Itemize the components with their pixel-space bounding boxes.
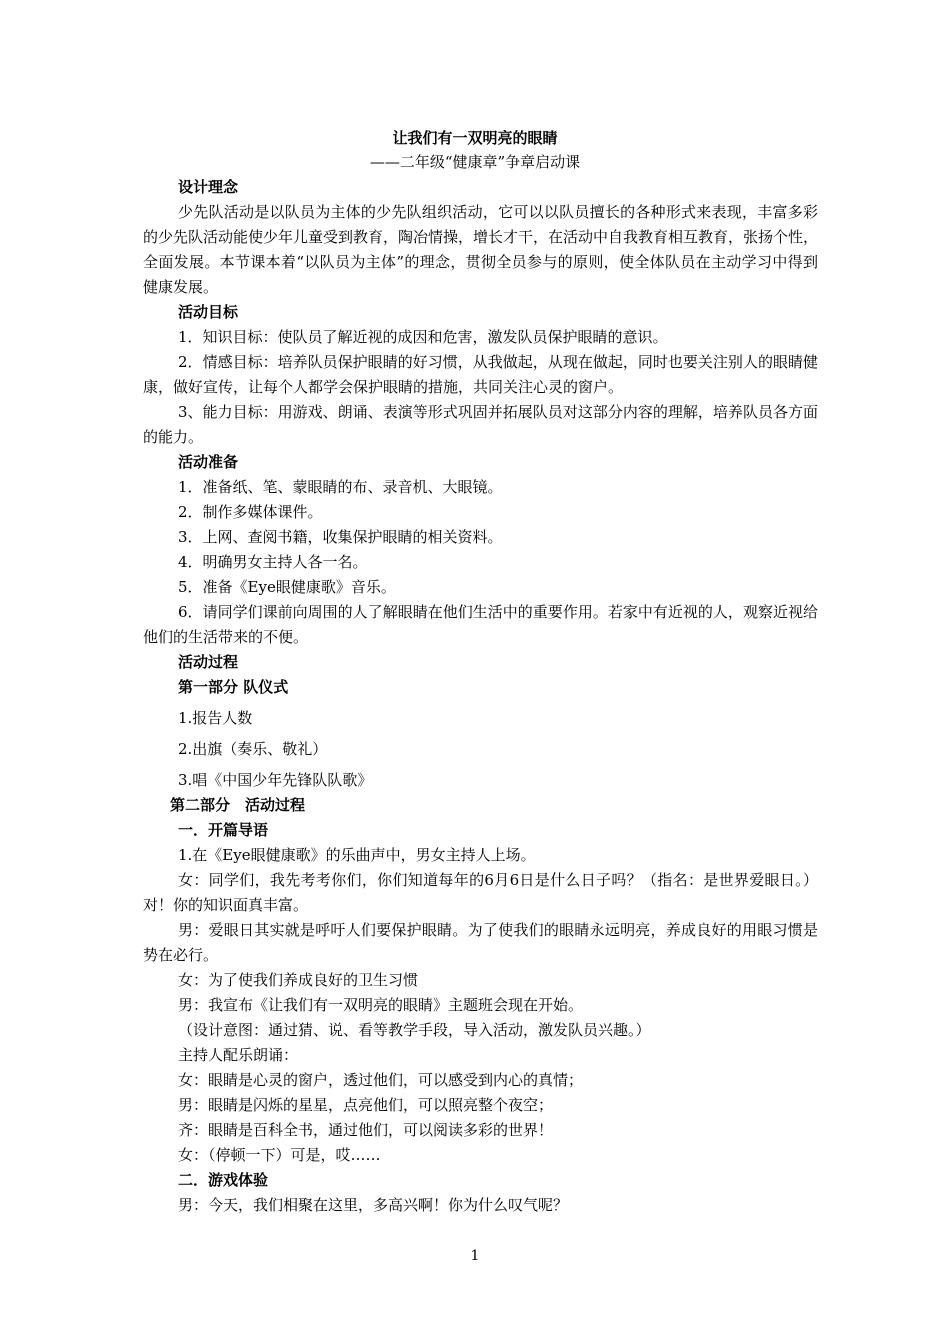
body-paragraph: 男：眼睛是闪烁的星星，点亮他们，可以照亮整个夜空；: [178, 1096, 554, 1114]
section-heading: 一．开篇导语: [178, 821, 269, 839]
body-paragraph: 女：为了使我们养成良好的卫生习惯: [178, 971, 419, 989]
body-paragraph: 2．制作多媒体课件。: [178, 503, 323, 521]
body-paragraph: 3．上网、查阅书籍，收集保护眼睛的相关资料。: [178, 528, 503, 546]
section-heading: 设计理念: [178, 178, 239, 196]
section-heading: 第二部分 活动过程: [170, 796, 306, 814]
body-paragraph: 少先队活动是以队员为主体的少先队组织活动，它可以以队员擅长的各种形式来表现，丰富多彩的少先队活动能使少年儿童受到教育，陶冶情操，增长才干，在活动中自我教育相互教育，张扬个性，全面发展。本节课本着“以队员为主体”的理念，贯彻全员参与的原则，使全体队员在主动学习中得到健康发展。: [143, 203, 819, 296]
body-paragraph: 6．请同学们课前向周围的人了解眼睛在他们生活中的重要作用。若家中有近视的人，观察近视给他们的生活带来的不便。: [143, 603, 818, 646]
body-paragraph: 1．知识目标：使队员了解近视的成因和危害，激发队员保护眼睛的意识。: [178, 328, 668, 346]
list-item: 1.报告人数: [178, 709, 253, 727]
body-paragraph: 主持人配乐朗诵：: [178, 1046, 299, 1064]
section-heading: 活动目标: [178, 303, 239, 321]
body-paragraph: 2．情感目标：培养队员保护眼睛的好习惯，从我做起，从现在做起，同时也要关注别人的眼睛健康，做好宣传，让每个人都学会保护眼睛的措施，共同关注心灵的窗户。: [143, 353, 818, 396]
document-title: 让我们有一双明亮的眼睛: [392, 129, 558, 147]
section-heading: 二．游戏体验: [178, 1171, 269, 1189]
body-paragraph: （设计意图：通过猜、说、看等教学手段，导入活动，激发队员兴趣。）: [178, 1021, 651, 1039]
body-paragraph: 5．准备《Eye眼健康歌》音乐。: [178, 578, 396, 596]
section-heading: 第一部分 队仪式: [178, 678, 289, 696]
body-paragraph: 1．准备纸、笔、蒙眼睛的布、录音机、大眼镜。: [178, 478, 503, 496]
section-heading: 活动准备: [178, 453, 239, 471]
body-paragraph: 男：今天，我们相聚在这里，多高兴啊！你为什么叹气呢？: [178, 1196, 569, 1214]
body-paragraph: 男：我宣布《让我们有一双明亮的眼睛》主题班会现在开始。: [178, 996, 584, 1014]
list-item: 2.出旗（奏乐、敬礼）: [178, 740, 328, 758]
section-heading: 活动过程: [178, 653, 239, 671]
document-body: [143, 175, 818, 1218]
body-paragraph: 男：爱眼日其实就是呼吁人们要保护眼睛。为了使我们的眼睛永远明亮，养成良好的用眼习惯是势在必行。: [143, 921, 818, 964]
body-paragraph: 女：同学们，我先考考你们，你们知道每年的6月6日是什么日子吗？（指名：是世界爱眼日。）对！你的知识面真丰富。: [143, 871, 818, 914]
body-paragraph: 4．明确男女主持人各一名。: [178, 553, 368, 571]
body-paragraph: 3、能力目标：用游戏、朗诵、表演等形式巩固并拓展队员对这部分内容的理解，培养队员各方面的能力。: [143, 403, 818, 446]
body-paragraph: 女：眼睛是心灵的窗户，透过他们，可以感受到内心的真情；: [178, 1071, 584, 1089]
document-subtitle: ——二年级“健康章”争章启动课: [369, 153, 581, 171]
body-paragraph: 女：（停顿一下）可是，哎……: [178, 1146, 381, 1164]
page-number: 1: [470, 1248, 480, 1264]
list-item: 3.唱《中国少年先锋队队歌》: [178, 771, 373, 789]
body-paragraph: 齐：眼睛是百科全书，通过他们，可以阅读多彩的世界！: [178, 1121, 554, 1139]
body-paragraph: 1.在《Eye眼健康歌》的乐曲声中，男女主持人上场。: [178, 846, 536, 864]
